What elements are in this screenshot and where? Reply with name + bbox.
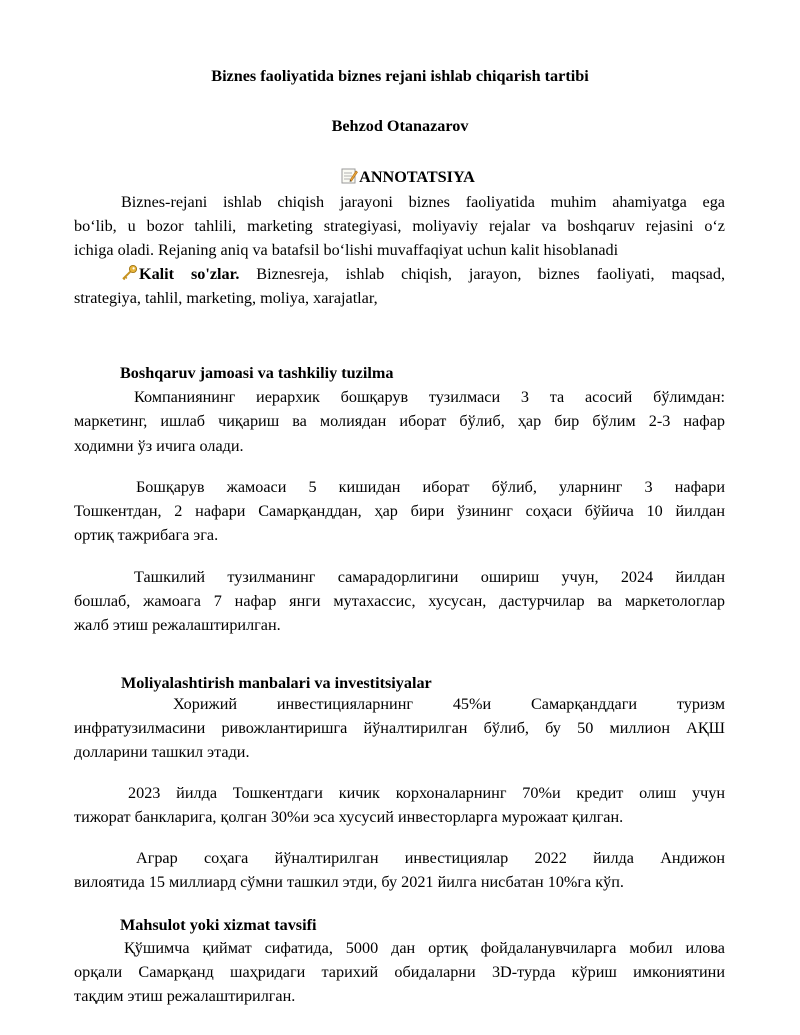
abstract-heading <box>8 167 800 189</box>
abstract-line: ichiga oladi. Rejaning aniq va batafsil bo‘lishi muvaffaqiyat uchun kalit hisoblanadi <box>74 241 619 259</box>
paragraph-line: Бошқарув жамоаси 5 кишидан иборат бўлиб, уларнинг 3 нафари <box>136 478 725 496</box>
keywords-text: Biznesreja, ishlab chiqish, jarayon, biznes faoliyati, maqsad, <box>239 265 725 283</box>
section-heading: Moliyalashtirish manbalari va investitsiyalar <box>121 674 432 692</box>
paragraph-line: 2023 йилда Тошкентдаги кичик корхоналарнинг 70%и кредит олиш учун <box>128 784 725 802</box>
paragraph-line: долларини ташкил этади. <box>74 743 250 761</box>
keywords-line <box>121 264 725 286</box>
key-icon <box>121 264 138 286</box>
paragraph-line: бошлаб, жамоага 7 нафар янги мутахассис, хусусан, дастурчилар ва маркетологлар <box>74 592 725 610</box>
document-title: Biznes faoliyatida biznes rejani ishlab chiqarish tartibi <box>211 67 589 85</box>
memo-icon <box>341 167 358 189</box>
paragraph-line: Компаниянинг иерархик бошқарув тузилмаси 3 та асосий бўлимдан: <box>134 388 725 406</box>
paragraph-line: тақдим этиш режалаштирилган. <box>74 987 296 1005</box>
paragraph-line: ходимни ўз ичига олади. <box>74 437 244 455</box>
paragraph-line: ортиқ тажрибага эга. <box>74 526 219 544</box>
keywords-text-continued: strategiya, tahlil, marketing, moliya, xarajatlar, <box>74 289 378 307</box>
paragraph-line: тижорат банкларига, қолган 30%и эса хусусий инвесторларга мурожаат қилган. <box>74 808 624 826</box>
abstract-line: bo‘lib, u bozor tahlili, marketing strategiyasi, moliyaviy rejalar va boshqaruv rejasini o‘z <box>74 217 725 235</box>
document-author: Behzod Otanazarov <box>331 117 469 135</box>
abstract-heading-text: ANNOTATSIYA <box>359 168 475 186</box>
paragraph-line: маркетинг, ишлаб чиқариш ва молиядан иборат бўлиб, ҳар бир бўлим 2-3 нафар <box>74 412 725 430</box>
section-heading: Mahsulot yoki xizmat tavsifi <box>120 916 317 934</box>
paragraph-line: орқали Самарқанд шаҳридаги тарихий обидаларни 3D-турда кўриш имкониятини <box>74 963 725 981</box>
paragraph-line: жалб этиш режалаштирилган. <box>74 616 281 634</box>
paragraph-line: Аграр соҳага йўналтирилган инвестициялар 2022 йилда Андижон <box>136 849 725 867</box>
paragraph-line: Ташкилий тузилманинг самарадорлигини ошириш учун, 2024 йилдан <box>134 568 725 586</box>
abstract-line: Biznes-rejani ishlab chiqish jarayoni biznes faoliyatida muhim ahamiyatga ega <box>121 193 725 211</box>
paragraph-line: Хорижий инвестицияларнинг 45%и Самарқанддаги туризм <box>173 695 725 713</box>
paragraph-line: Тошкентдан, 2 нафари Самарқанддан, ҳар бири ўзининг соҳаси бўйича 10 йилдан <box>74 502 725 520</box>
paragraph-line: вилоятида 15 миллиард сўмни ташкил этди, бу 2021 йилга нисбатан 10%га кўп. <box>74 873 624 891</box>
keywords-label: Kalit so'zlar. <box>139 265 240 283</box>
paragraph-line: Қўшимча қиймат сифатида, 5000 дан ортиқ фойдаланувчиларга мобил илова <box>124 939 725 957</box>
paragraph-line: инфратузилмасини ривожлантиришга йўналтирилган бўлиб, бу 50 миллион АҚШ <box>74 719 725 737</box>
section-heading: Boshqaruv jamoasi va tashkiliy tuzilma <box>120 364 394 382</box>
